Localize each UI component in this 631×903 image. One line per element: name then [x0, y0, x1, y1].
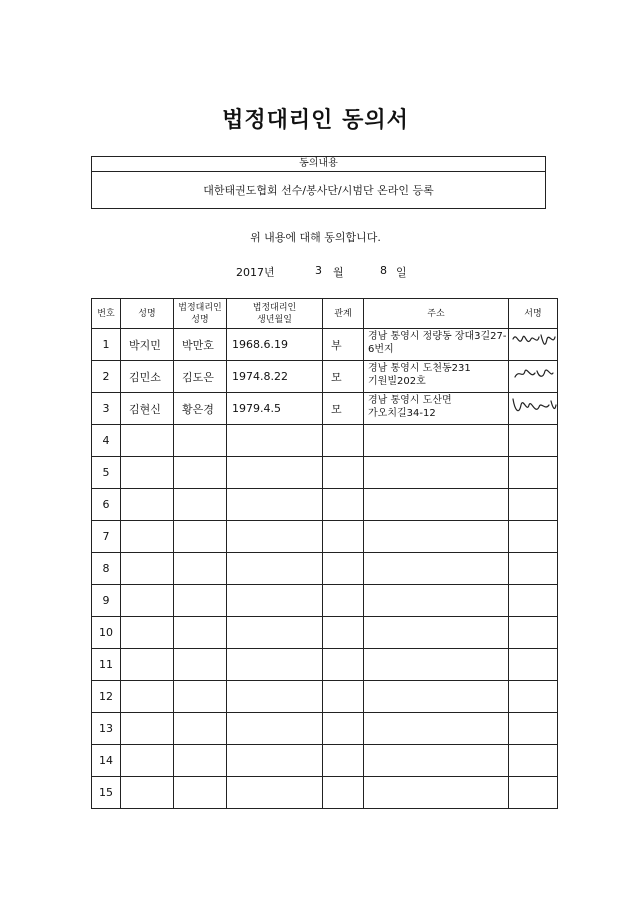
header-rep-birth — [227, 299, 323, 329]
row-number-cell: 12 — [92, 681, 121, 713]
signature-cell — [509, 489, 558, 521]
relation-cell — [323, 489, 364, 521]
table-row — [92, 329, 558, 361]
handwritten-signature — [509, 329, 558, 359]
representative-name-cell — [174, 585, 227, 617]
header-name: 성명 — [121, 299, 174, 329]
signature-cell — [509, 777, 558, 809]
table-row — [92, 777, 558, 809]
table-row — [92, 745, 558, 777]
table-row — [92, 681, 558, 713]
representative-birthdate-cell — [227, 745, 323, 777]
date-month-unit: 월 — [333, 266, 344, 279]
participant-name-cell: 김민소 — [121, 361, 174, 393]
relation-cell — [323, 617, 364, 649]
representative-name-cell — [174, 745, 227, 777]
signature-cell — [509, 681, 558, 713]
signature-cell — [509, 745, 558, 777]
header-rep-name-line2: 성명 — [191, 314, 209, 325]
representative-birthdate-cell — [227, 713, 323, 745]
participant-name-cell — [121, 681, 174, 713]
table-row — [92, 457, 558, 489]
representative-birthdate-cell — [227, 777, 323, 809]
signature-cell — [509, 521, 558, 553]
row-number-cell: 15 — [92, 777, 121, 809]
participant-name-cell — [121, 489, 174, 521]
relation-cell — [323, 425, 364, 457]
address-cell — [364, 553, 509, 585]
row-number-cell: 7 — [92, 521, 121, 553]
table-row — [92, 649, 558, 681]
representative-birthdate-cell — [227, 489, 323, 521]
relation-cell — [323, 713, 364, 745]
handwritten-signature — [509, 361, 558, 391]
header-rep-name — [174, 299, 227, 329]
relation-cell: 부 — [323, 329, 364, 361]
row-number-cell: 2 — [92, 361, 121, 393]
representative-birthdate-cell — [227, 521, 323, 553]
table-row — [92, 617, 558, 649]
table-header-row — [92, 299, 558, 329]
representative-birthdate-cell — [227, 617, 323, 649]
address-cell — [364, 777, 509, 809]
table-row — [92, 361, 558, 393]
address-cell: 경남 통영시 도산면 가오치길34-12 — [364, 393, 509, 425]
relation-cell — [323, 745, 364, 777]
address-cell — [364, 489, 509, 521]
representative-name-cell — [174, 777, 227, 809]
table-row — [92, 489, 558, 521]
participant-name-cell — [121, 425, 174, 457]
signature-cell — [509, 425, 558, 457]
row-number-cell: 13 — [92, 713, 121, 745]
consent-roster-table — [91, 298, 558, 809]
signature-stroke — [513, 399, 556, 411]
address-cell — [364, 617, 509, 649]
document-title: 법정대리인 동의서 — [222, 107, 409, 133]
participant-name-cell: 김현신 — [121, 393, 174, 425]
representative-name-cell: 황은경 — [174, 393, 227, 425]
participant-name-cell: 박지민 — [121, 329, 174, 361]
participant-name-cell — [121, 521, 174, 553]
table-row — [92, 393, 558, 425]
address-cell — [364, 425, 509, 457]
row-number-cell: 10 — [92, 617, 121, 649]
participant-name-cell — [121, 745, 174, 777]
signature-cell — [509, 649, 558, 681]
row-number-cell: 3 — [92, 393, 121, 425]
signature-cell — [509, 713, 558, 745]
representative-name-cell — [174, 425, 227, 457]
row-number-cell: 6 — [92, 489, 121, 521]
participant-name-cell — [121, 649, 174, 681]
representative-name-cell — [174, 553, 227, 585]
representative-birthdate-cell: 1974.8.22 — [227, 361, 323, 393]
representative-name-cell — [174, 649, 227, 681]
address-cell — [364, 457, 509, 489]
header-rep-name-line1: 법정대리인 — [178, 302, 222, 313]
address-cell: 경남 통영시 정량동 장대3길27-6번지 — [364, 329, 509, 361]
header-address: 주소 — [364, 299, 509, 329]
representative-name-cell — [174, 681, 227, 713]
representative-birthdate-cell — [227, 553, 323, 585]
signature-cell — [509, 553, 558, 585]
table-row — [92, 425, 558, 457]
representative-name-cell — [174, 617, 227, 649]
table-row — [92, 553, 558, 585]
representative-name-cell — [174, 713, 227, 745]
address-cell — [364, 745, 509, 777]
signature-stroke — [513, 335, 555, 344]
signature-cell — [509, 617, 558, 649]
table-row — [92, 585, 558, 617]
participant-name-cell — [121, 585, 174, 617]
row-number-cell: 14 — [92, 745, 121, 777]
signature-cell — [509, 361, 558, 393]
row-number-cell: 1 — [92, 329, 121, 361]
signature-cell — [509, 585, 558, 617]
row-number-cell: 11 — [92, 649, 121, 681]
signature-stroke — [515, 370, 553, 377]
representative-birthdate-cell — [227, 681, 323, 713]
table-body — [92, 329, 558, 809]
representative-birthdate-cell — [227, 425, 323, 457]
header-rep-birth-line1: 법정대리인 — [252, 302, 297, 313]
representative-name-cell — [174, 489, 227, 521]
participant-name-cell — [121, 777, 174, 809]
signature-cell — [509, 393, 558, 425]
consent-statement: 위 내용에 대해 동의합니다. — [250, 231, 381, 244]
relation-cell — [323, 649, 364, 681]
relation-cell — [323, 521, 364, 553]
address-cell — [364, 713, 509, 745]
consent-content: 대한태권도협회 선수/봉사단/시범단 온라인 등록 — [203, 184, 434, 197]
participant-name-cell — [121, 553, 174, 585]
representative-birthdate-cell — [227, 457, 323, 489]
address-cell — [364, 521, 509, 553]
representative-birthdate-cell: 1979.4.5 — [227, 393, 323, 425]
representative-name-cell: 박만호 — [174, 329, 227, 361]
signature-cell — [509, 457, 558, 489]
representative-birthdate-cell: 1968.6.19 — [227, 329, 323, 361]
handwritten-signature — [509, 393, 558, 423]
relation-cell — [323, 681, 364, 713]
header-rep-birth-line2: 생년월일 — [257, 314, 292, 325]
address-cell — [364, 585, 509, 617]
date-day-unit: 일 — [396, 266, 407, 279]
representative-birthdate-cell — [227, 585, 323, 617]
relation-cell — [323, 777, 364, 809]
header-signature: 서명 — [509, 299, 558, 329]
date-day: 8 — [380, 264, 387, 277]
address-cell — [364, 681, 509, 713]
row-number-cell: 5 — [92, 457, 121, 489]
relation-cell: 모 — [323, 393, 364, 425]
relation-cell — [323, 585, 364, 617]
representative-name-cell — [174, 521, 227, 553]
header-relation: 관계 — [323, 299, 364, 329]
table-row — [92, 521, 558, 553]
header-no: 번호 — [92, 299, 121, 329]
relation-cell: 모 — [323, 361, 364, 393]
date-month: 3 — [315, 264, 322, 277]
address-cell: 경남 통영시 도천동231 기원빌202호 — [364, 361, 509, 393]
table-row — [92, 713, 558, 745]
participant-name-cell — [121, 457, 174, 489]
participant-name-cell — [121, 617, 174, 649]
row-number-cell: 9 — [92, 585, 121, 617]
representative-birthdate-cell — [227, 649, 323, 681]
consent-box — [91, 156, 546, 209]
address-cell — [364, 649, 509, 681]
consent-header: 동의내용 — [92, 157, 545, 172]
representative-name-cell: 김도은 — [174, 361, 227, 393]
signature-cell — [509, 329, 558, 361]
participant-name-cell — [121, 713, 174, 745]
row-number-cell: 8 — [92, 553, 121, 585]
relation-cell — [323, 553, 364, 585]
representative-name-cell — [174, 457, 227, 489]
relation-cell — [323, 457, 364, 489]
date-year: 2017년 — [236, 266, 275, 279]
row-number-cell: 4 — [92, 425, 121, 457]
